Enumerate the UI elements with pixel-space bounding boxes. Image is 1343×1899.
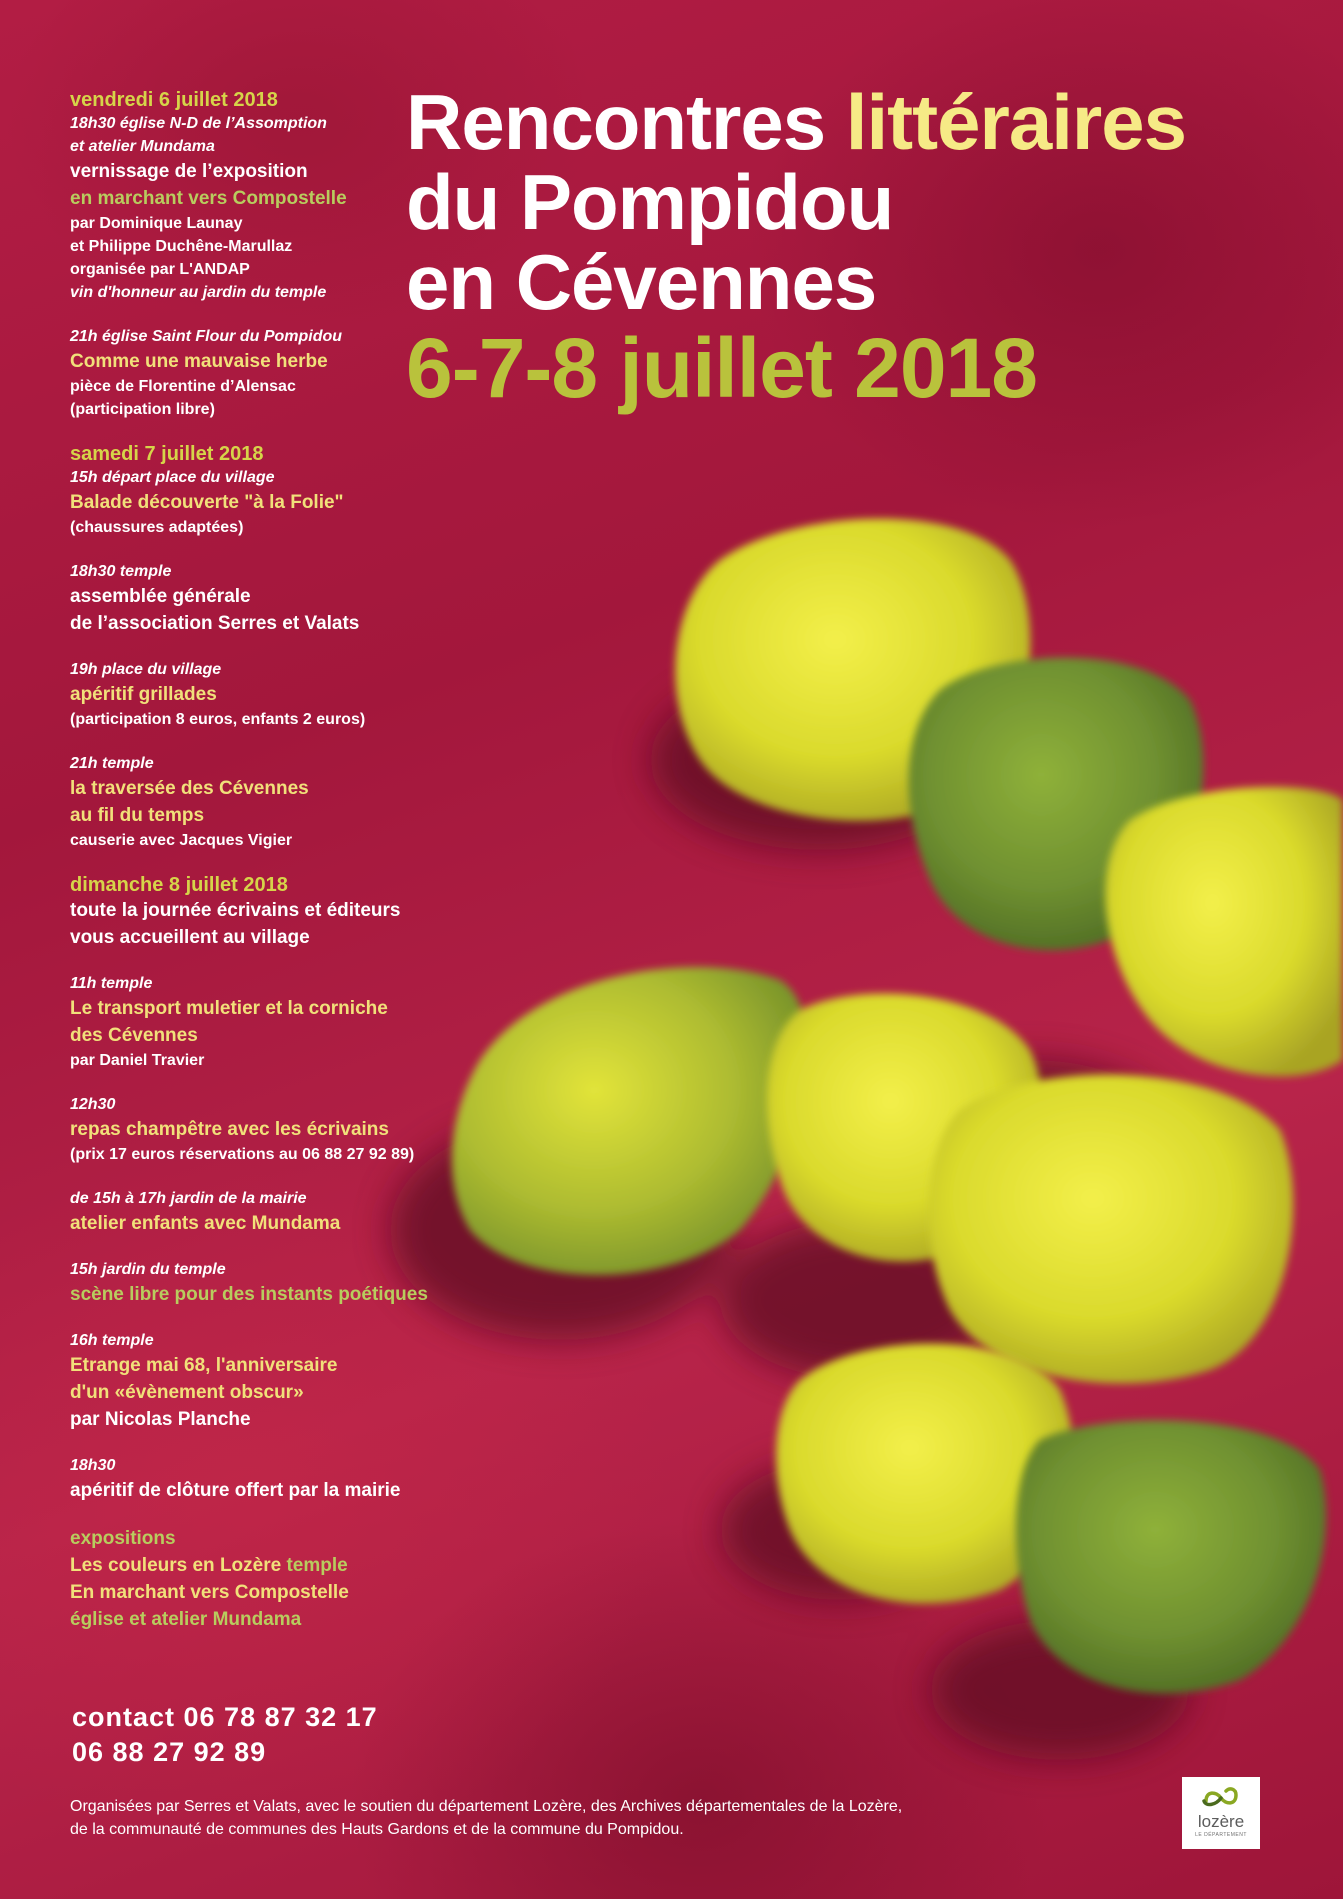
event-title: des Cévennes: [70, 1025, 198, 1046]
event-title: au fil du temps: [70, 805, 205, 826]
event-time: 19h place du village: [70, 661, 222, 678]
event-title: la traversée des Cévennes: [70, 778, 309, 799]
event-time: 12h30: [70, 1096, 116, 1113]
event-title: repas champêtre avec les écrivains: [70, 1119, 389, 1140]
day-heading: vendredi 6 juillet 2018: [70, 89, 278, 111]
program-column: [70, 88, 490, 1654]
logo-subtitle: LE DÉPARTEMENT: [1195, 1832, 1247, 1838]
event-text: toute la journée écrivains et éditeurs: [70, 900, 401, 921]
contact-block: [72, 1700, 378, 1770]
event-detail: causerie avec Jacques Vigier: [70, 832, 293, 849]
title-line-2: du Pompidou: [406, 158, 894, 246]
event-detail: (participation 8 euros, enfants 2 euros): [70, 711, 366, 728]
program-block: [70, 325, 490, 421]
event-title: atelier enfants avec Mundama: [70, 1213, 341, 1234]
program-block: [70, 88, 490, 304]
program-block: [70, 1258, 490, 1308]
poster-title: [406, 78, 1326, 415]
exhibitions-block: [70, 1525, 490, 1633]
exhibition-item: Les couleurs en Lozère temple: [70, 1555, 348, 1576]
event-title: Le transport muletier et la corniche: [70, 998, 388, 1019]
event-text: de l’association Serres et Valats: [70, 613, 360, 634]
program-block: [70, 752, 490, 852]
event-detail: par Dominique Launay: [70, 215, 243, 232]
program-block: [70, 1454, 490, 1504]
event-time: 18h30: [70, 1457, 116, 1474]
title-line-3: en Cévennes: [406, 238, 877, 326]
stone-6: [929, 1075, 1294, 1384]
organizers-footer: [70, 1795, 1130, 1841]
stone-4: [452, 967, 808, 1275]
event-time: 18h30 temple: [70, 563, 172, 580]
event-time: et atelier Mundama: [70, 138, 215, 155]
event-time: 18h30 église N-D de l’Assomption: [70, 115, 327, 132]
event-text: par Nicolas Planche: [70, 1409, 251, 1430]
program-block: [70, 1093, 490, 1166]
exhibitions-heading: expositions: [70, 1528, 176, 1549]
exhibition-item: En marchant vers Compostelle: [70, 1582, 349, 1603]
event-time: 15h départ place du village: [70, 469, 275, 486]
day-heading: samedi 7 juillet 2018: [70, 443, 264, 465]
event-detail: (chaussures adaptées): [70, 519, 244, 536]
event-title: Etrange mai 68, l'anniversaire: [70, 1355, 338, 1376]
event-title: apéritif grillades: [70, 684, 217, 705]
event-text: vous accueillent au village: [70, 927, 310, 948]
event-detail: pièce de Florentine d’Alensac: [70, 378, 296, 395]
event-detail: vin d'honneur au jardin du temple: [70, 284, 327, 301]
exhibition-item: église et atelier Mundama: [70, 1609, 302, 1630]
program-block: [70, 873, 490, 951]
infinity-icon: [1198, 1783, 1244, 1813]
event-detail: (prix 17 euros réservations au 06 88 27 92 89): [70, 1146, 415, 1163]
program-block: [70, 560, 490, 637]
event-text: apéritif de clôture offert par la mairie: [70, 1480, 401, 1501]
event-text: vernissage de l’exposition: [70, 161, 308, 182]
program-block: [70, 1329, 490, 1433]
program-block: [70, 972, 490, 1072]
event-detail: par Daniel Travier: [70, 1052, 205, 1069]
event-time: 21h temple: [70, 755, 154, 772]
event-title: Balade découverte "à la Folie": [70, 492, 344, 513]
event-title: en marchant vers Compostelle: [70, 188, 347, 209]
stone-3: [1105, 787, 1343, 1077]
event-title: scène libre pour des instants poétiques: [70, 1284, 428, 1305]
lozere-logo: [1182, 1777, 1260, 1849]
event-detail: organisée par L'ANDAP: [70, 261, 250, 278]
event-time: 21h église Saint Flour du Pompidou: [70, 328, 343, 345]
title-dates: 6-7-8 juillet 2018: [406, 321, 1037, 415]
program-block: [70, 442, 490, 539]
title-line-1: Rencontres littéraires: [406, 78, 1186, 166]
contact-phone-1: contact 06 78 87 32 17: [72, 1702, 378, 1732]
event-time: de 15h à 17h jardin de la mairie: [70, 1190, 307, 1207]
event-time: 11h temple: [70, 975, 153, 992]
logo-name: lozère: [1197, 1812, 1245, 1831]
event-detail: (participation libre): [70, 401, 215, 418]
program-block: [70, 1187, 490, 1237]
event-time: 15h jardin du temple: [70, 1261, 226, 1278]
stone-8: [1016, 1420, 1326, 1693]
program-block: [70, 658, 490, 731]
event-title: Comme une mauvaise herbe: [70, 351, 328, 372]
event-detail: et Philippe Duchêne-Marullaz: [70, 238, 293, 255]
event-time: 16h temple: [70, 1332, 154, 1349]
day-heading: dimanche 8 juillet 2018: [70, 874, 288, 896]
contact-phone-2: 06 88 27 92 89: [72, 1737, 267, 1767]
event-text: assemblée générale: [70, 586, 251, 607]
footer-line: Organisées par Serres et Valats, avec le soutien du département Lozère, des Archives départementales de la Lozère,: [70, 1798, 903, 1815]
event-title: d'un «évènement obscur»: [70, 1382, 304, 1403]
footer-line: de la communauté de communes des Hauts Gardons et de la commune du Pompidou.: [70, 1821, 684, 1838]
